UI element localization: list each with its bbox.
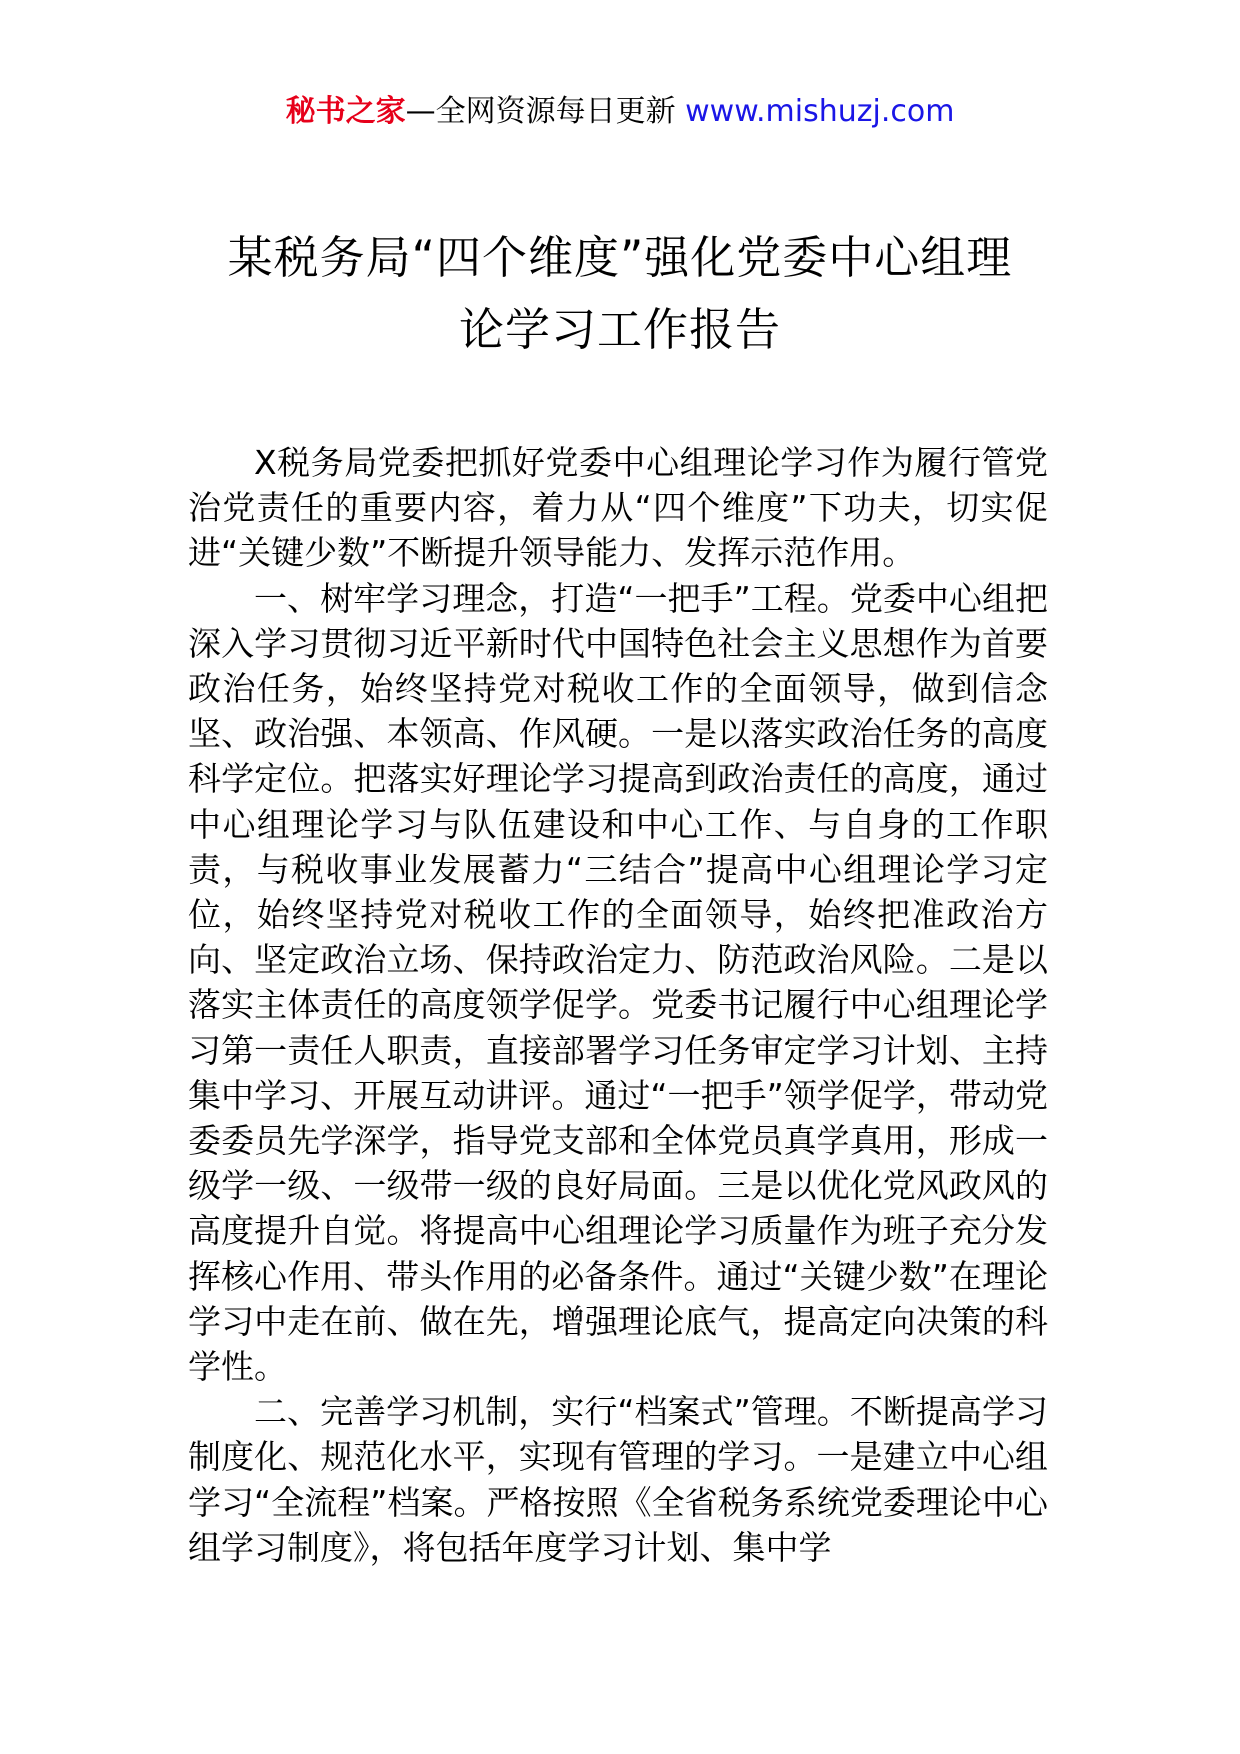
site-url-link[interactable]: www.mishuzj.com: [685, 94, 955, 129]
site-header: [0, 92, 1240, 132]
paragraph-section-1: 一、树牢学习理念，打造“一把手”工程。党委中心组把深入学习贯彻习近平新时代中国特色社会主义思想作为首要政治任务，始终坚持党对税收工作的全面领导，做到信念坚、政治强、本领高、作风硬。一是以落实政治任务的高度科学定位。把落实好理论学习提高到政治责任的高度，通过中心组理论学习与队伍建设和中心工作、与自身的工作职责，与税收事业发展蓄力“三结合”提高中心组理论学习定位，始终坚持党对税收工作的全面领导，始终把准政治方向、坚定政治立场、保持政治定力、防范政治风险。二是以落实主体责任的高度领学促学。党委书记履行中心组理论学习第一责任人职责，直接部署学习任务审定学习计划、主持集中学习、开展互动讲评。通过“一把手”领学促学，带动党委委员先学深学，指导党支部和全体党员真学真用，形成一级学一级、一级带一级的良好局面。三是以优化党风政风的高度提升自觉。将提高中心组理论学习质量作为班子充分发挥核心作用、带头作用的必备条件。通过“关键少数”在理论学习中走在前、做在先，增强理论底气，提高定向决策的科学性。: [188, 578, 1048, 1387]
paragraph-intro: X税务局党委把抓好党委中心组理论学习作为履行管党治党责任的重要内容，着力从“四个维度”下功夫，切实促进“关键少数”不断提升领导能力、发挥示范作用。: [188, 443, 1048, 573]
document-title: [150, 222, 1090, 366]
site-tagline: —全网资源每日更新: [405, 94, 686, 129]
site-brand: 秘书之家: [285, 94, 406, 129]
title-line-1: 某税务局“四个维度”强化党委中心组理: [227, 231, 1013, 284]
document-body: [188, 440, 1048, 1570]
title-line-2: 论学习工作报告: [458, 303, 781, 356]
paragraph-section-2: 二、完善学习机制，实行“档案式”管理。不断提高学习制度化、规范化水平，实现有管理的学习。一是建立中心组学习“全流程”档案。严格按照《全省税务系统党委理论中心组学习制度》，将包括年度学习计划、集中学: [188, 1392, 1048, 1567]
